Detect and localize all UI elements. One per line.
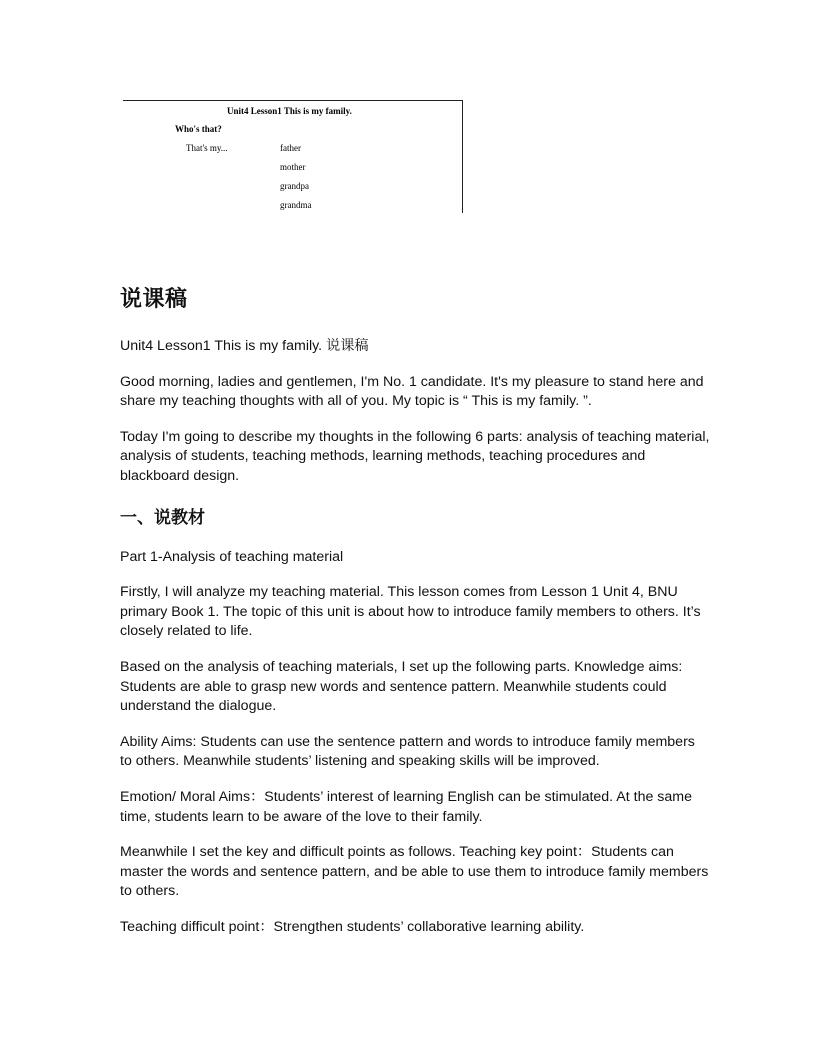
- blackboard-question: Who's that?: [175, 124, 222, 134]
- difficult-point-paragraph: Teaching difficult point：Strengthen students’ collaborative learning ability.: [120, 918, 585, 935]
- intro-paragraph: Good morning, ladies and gentlemen, I'm No. 1 candidate. It's my pleasure to stand here and share my teaching thoughts with all of you. My topic is “ This is my family. ”.: [120, 373, 704, 410]
- moral-aims-paragraph: Emotion/ Moral Aims：Students’ interest of learning English can be stimulated. At the same time, students learn to be aware of the love to their family.: [120, 788, 692, 825]
- blackboard-answer: That's my...: [186, 143, 228, 153]
- section-heading: 一、说教材: [120, 507, 205, 528]
- outline-paragraph: Today I'm going to describe my thoughts in the following 6 parts: analysis of teaching material, analysis of students, teaching methods, learning methods, teaching procedures and blackboard design.: [120, 428, 710, 484]
- key-point-paragraph: Meanwhile I set the key and difficult points as follows. Teaching key point：Students can master the words and sentence pattern, and be able to use them to introduce family members to others.: [120, 844, 709, 900]
- blackboard-word: mother: [280, 162, 306, 172]
- document-body: [120, 282, 710, 953]
- blackboard-word: father: [280, 143, 301, 153]
- part-label: Part 1-Analysis of teaching material: [120, 548, 344, 565]
- blackboard-title: Unit4 Lesson1 This is my family.: [227, 106, 352, 116]
- blackboard-word: grandpa: [280, 181, 309, 191]
- ability-aims-paragraph: Ability Aims: Students can use the sentence pattern and words to introduce family members to others. Meanwhile students’ listening and speaking skills will be improved.: [120, 733, 695, 770]
- document-subtitle: Unit4 Lesson1 This is my family. 说课稿: [120, 338, 369, 354]
- material-paragraph: Firstly, I will analyze my teaching material. This lesson comes from Lesson 1 Unit 4, BNU primary Book 1. The topic of this unit is about how to introduce family members to others. It’s closely related to life.: [120, 584, 701, 640]
- document-title: 说课稿: [120, 287, 188, 312]
- blackboard-word: grandma: [280, 200, 312, 210]
- blackboard-design-figure: [123, 100, 463, 213]
- knowledge-aims-paragraph: Based on the analysis of teaching materials, I set up the following parts. Knowledge aims: Students are able to grasp new words and sentence pattern. Meanwhile students could understand the dialogue.: [120, 658, 683, 715]
